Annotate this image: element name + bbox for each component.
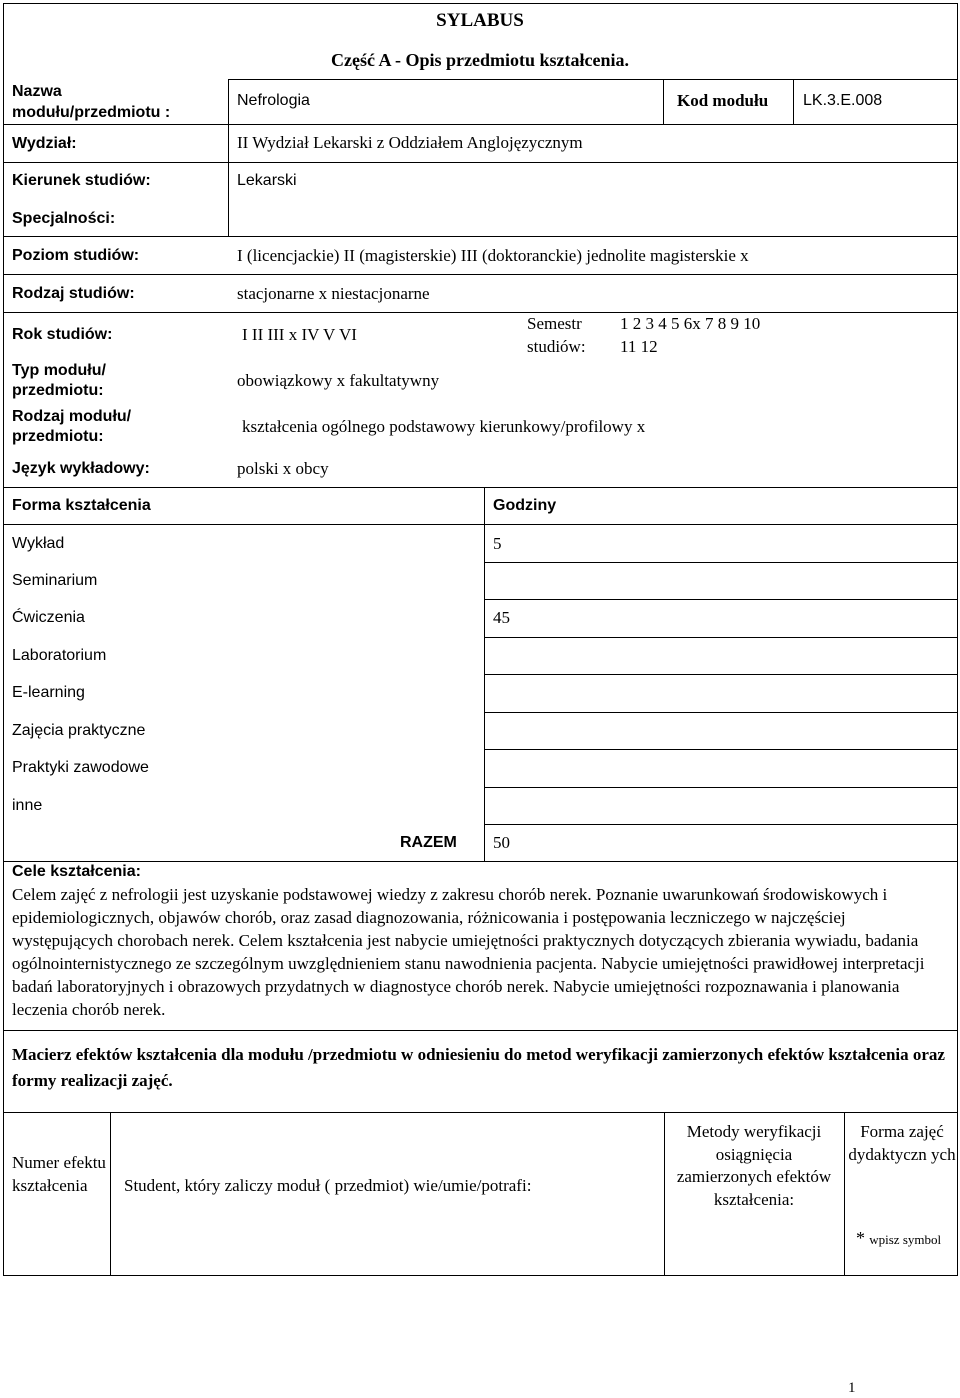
module-kind-label: Rodzaj modułu/ przedmiotu:: [12, 408, 132, 445]
hours-header-hours: Godziny: [493, 497, 557, 514]
syllabus-title: SYLABUS: [436, 10, 524, 31]
faculty-label: Wydział:: [12, 135, 77, 152]
level-value: I (licencjackie) II (magisterskie) III (doktoranckie) jednolite magisterskie x: [237, 246, 749, 265]
mode-label: Rodzaj studiów:: [12, 285, 135, 302]
hours-row-label: Wykład: [12, 535, 65, 552]
goals-label: Cele kształcenia:: [12, 863, 141, 880]
module-code-label: Kod modułu: [677, 91, 769, 110]
field-value: Lekarski: [237, 172, 297, 189]
matrix-col-form: Forma zajęć dydaktyczn ych: [848, 1122, 956, 1164]
matrix-col-methods: Metody weryfikacji osiągnięcia zamierzonych efektów kształcenia:: [676, 1122, 832, 1209]
module-name-value: Nefrologia: [237, 92, 310, 109]
asterisk-icon: *: [856, 1228, 865, 1248]
field-label: Kierunek studiów:: [12, 172, 151, 189]
hours-row-label: inne: [12, 797, 43, 814]
module-type-value: obowiązkowy x fakultatywny: [237, 371, 440, 390]
syllabus-subtitle: Część A - Opis przedmiotu kształcenia.: [331, 50, 629, 70]
semester-value-2: 11 12: [620, 337, 658, 356]
language-label: Język wykładowy:: [12, 460, 150, 477]
goals-text: Celem zajęć z nefrologii jest uzyskanie podstawowej wiedzy z zakresu chorób nerek. Poznanie uwarunkowań środowiskowych i epidemiologicznych, objawów chorób, oraz zasad diagnozowania, różnicowania i postępowania leczniczego w najczęściej występujących chorobach nerek. Celem kształcenia jest nabycie umiejętności praktycznych dotyczących zbierania wywiadu, badania ogólnointernistycznego ze szczególnym uwzględnieniem stanu nawodnienia pacjenta. Nabycie umiejętności prawidłowej interpretacji badań laboratoryjnych i obrazowych przydatnych w diagnostyce chorób nerek. Nabycie umiejętności rozpoznawania i planowania leczenia chorób nerek.: [12, 885, 925, 1019]
hours-row-value: 45: [493, 608, 510, 627]
hours-row-label: E-learning: [12, 684, 85, 701]
hours-total-value: 50: [493, 833, 510, 852]
page-number: 1: [848, 1380, 856, 1396]
hours-row-label: Praktyki zawodowe: [12, 759, 149, 776]
level-label: Poziom studiów:: [12, 247, 140, 264]
year-value: I II III x IV V VI: [242, 325, 357, 344]
module-name-label: Nazwa modułu/przedmiotu :: [12, 83, 171, 121]
mode-value: stacjonarne x niestacjonarne: [237, 284, 430, 303]
specialty-label: Specjalności:: [12, 210, 116, 227]
year-label: Rok studiów:: [12, 326, 113, 343]
language-value: polski x obcy: [237, 459, 329, 478]
semester-label-2: studiów:: [527, 337, 586, 356]
hours-header-form: Forma kształcenia: [12, 497, 151, 514]
semester-label-1: Semestr: [527, 314, 582, 333]
matrix-note: [856, 1228, 941, 1250]
module-code-value: LK.3.E.008: [803, 92, 883, 109]
hours-row-label: Ćwiczenia: [12, 609, 85, 626]
module-type-label: Typ modułu/ przedmiotu:: [12, 362, 106, 399]
semester-value-1: 1 2 3 4 5 6x 7 8 9 10: [620, 314, 761, 333]
matrix-heading: Macierz efektów kształcenia dla modułu /przedmiotu w odniesieniu do metod weryfikacji zamierzonych efektów kształcenia oraz formy realizacji zajęć.: [12, 1045, 945, 1090]
faculty-value: II Wydział Lekarski z Oddziałem Anglojęzycznym: [237, 133, 583, 152]
hours-row-label: Laboratorium: [12, 647, 107, 664]
hours-row-label: Seminarium: [12, 572, 98, 589]
module-kind-value: kształcenia ogólnego podstawowy kierunkowy/profilowy x: [242, 417, 646, 436]
matrix-note-text: wpisz symbol: [869, 1232, 942, 1247]
matrix-col-number: Numer efektu kształcenia: [12, 1153, 106, 1195]
hours-row-label: Zajęcia praktyczne: [12, 722, 146, 739]
matrix-col-student: Student, który zaliczy moduł ( przedmiot) wie/umie/potrafi:: [124, 1176, 532, 1195]
hours-total-label: RAZEM: [400, 834, 457, 851]
hours-row-value: 5: [493, 534, 502, 553]
